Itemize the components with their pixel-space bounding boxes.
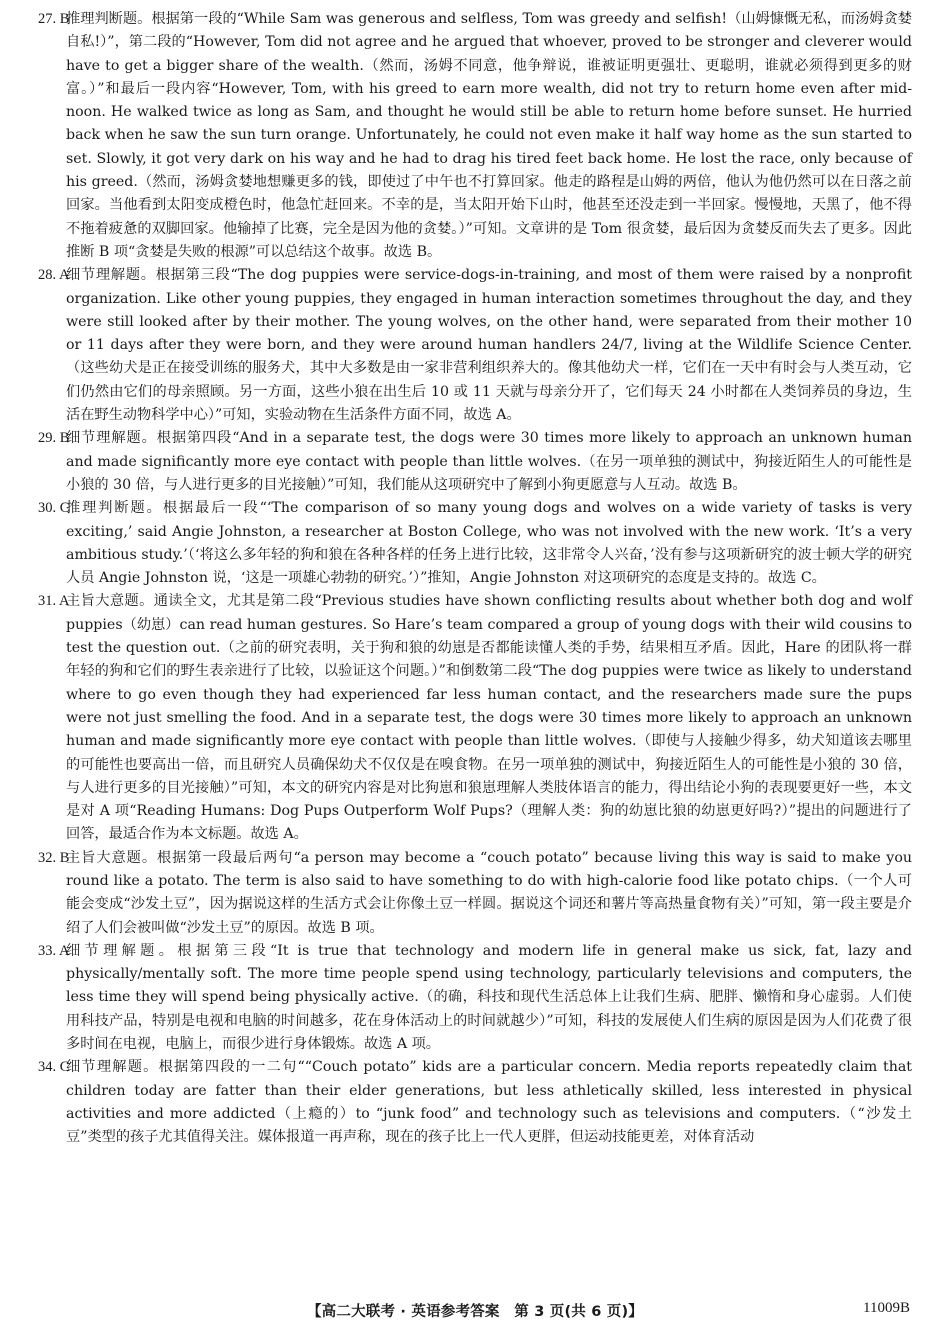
question-number: 27. B [38, 11, 70, 27]
answer-item-33 [38, 940, 912, 1056]
answer-explanation: 主旨大意题。通读全文，尤其是第二段“Previous studies have shown conflicting results about whether both dog and wolf puppies（幼崽）can read human gestures. So Hare’s team compared a group of young dogs with their wild cousins to test the question out.（之前的研究表明，关于狗和狼的幼崽是否都能读懂人类的手势，结果相互矛盾。因此，Hare 的团队将一群年轻的狗和它们的野生表亲进行了比较，以验证这个问题。）”和倒数第二段“The dog puppies were twice as likely to understand where to go even though they had experienced far less human contact, and the researchers made sure the pups were not just smelling the food. And in a separate test, the dogs were 30 times more likely to approach an unknown human and made significantly more eye contact with people than little wolves.（即使与人接触少得多，幼犬知道该去哪里的可能性也要高出一倍，而且研究人员确保幼犬不仅仅是在嗅食物。在另一项单独的测试中，狗接近陌生人的可能性是小狼的 30 倍，与人进行更多的目光接触）”可知，本文的研究内容是对比狗崽和狼崽理解人类肢体语言的能力，得出结论小狗的表现要更好一些，本文是对 A 项“Reading Humans: Dog Pups Outperform Wolf Pups?（理解人类：狗的幼崽比狼的幼崽更好吗?）”提出的问题进行了回答，最适合作为本文标题。故选 A。 [66, 593, 912, 843]
answer-explanation: 细节理解题。根据第三段“The dog puppies were service-dogs-in-training, and most of them were raised by a nonprofit organization. Like other young puppies, they engaged in human interaction sometimes throughout the day, and they were still looked after by their mother. The young wolves, on the other hand, were separated from their mother 10 or 11 days after they were born, and they were around human handlers 24/7, living at the Wildlife Science Center.（这些幼犬是正在接受训练的服务犬，其中大多数是由一家非营利组织养大的。像其他幼犬一样，它们在一天中有时会与人类互动，它们仍然由它们的母亲照顾。另一方面，这些小狼在出生后 10 或 11 天就与母亲分开了，它们每天 24 小时都在人类饲养员的身边，生活在野生动物科学中心）”可知，实验动物在生活条件方面不同，故选 A。 [66, 267, 912, 424]
answer-explanation: 主旨大意题。根据第一段最后两句“a person may become a “couch potato” because living this way is said to make you round like a potato. The term is also said to have something to do with high-calorie food like potato chips.（一个人可能会变成“沙发土豆”，因为据说这样的生活方式会让你像土豆一样圆。据说这个词还和薯片等高热量食物有关）”可知，第一段主要是介绍了人们会被叫做“沙发土豆”的原因。故选 B 项。 [66, 849, 912, 936]
answer-explanation: 推理判断题。根据最后一段“‘The comparison of so many young dogs and wolves on a wide variety of tasks is very exciting,’ said Angie Johnston, a researcher at Boston College, who was not involved with the new work. ‘It’s a very ambitious study.’（‘将这么多年轻的狗和狼在各种各样的任务上进行比较，这非常令人兴奋，’没有参与这项新研究的波士顿大学的研究人员 Angie Johnston 说，‘这是一项雄心勃勃的研究。’）”推知，Angie Johnston 对这项研究的态度是支持的。故选 C。 [66, 500, 912, 587]
question-number: 30. C [38, 500, 70, 517]
page-footer [0, 1300, 950, 1326]
footer-title: 【高二大联考 · 英语参考答案 第 3 页(共 6 页)】 [306, 1304, 644, 1320]
answer-explanation: 推理判断题。根据第一段的“While Sam was generous and selfless, Tom was greedy and selfish!（山姆慷慨无私，而汤姆贪婪自私!）”，第二段的“However, Tom did not agree and he argued that whoever, proved to be stronger and cleverer would have to get a bigger share of the wealth.（然而，汤姆不同意，他争辩说，谁被证明更强壮、更聪明，谁就必须得到更多的财富。）”和最后一段内容“However, Tom, with his greed to earn more wealth, did not try to return home even after mid-noon. He walked twice as long as Sam, and thought he would still be able to return home before sunset. He hurried back when he saw the sun turn orange. Unfortunately, he could not even make it half way home as the sun started to set. Slowly, it got very dark on his way and he had to drag his tired feet back home. He lost the race, only because of his greed.（然而，汤姆贪婪地想赚更多的钱，即使过了中午也不打算回家。他走的路程是山姆的两倍，他认为他仍然可以在日落之前回家。当他看到太阳变成橙色时，他急忙赶回来。不幸的是，当太阳开始下山时，他甚至还没走到一半回家。慢慢地，天黑了，他不得不拖着疲惫的双脚回家。他输掉了比赛，完全是因为他的贪婪。）”可知。文章讲的是 Tom 很贪婪，最后因为贪婪反而失去了更多。因此推断 B 项“贪婪是失败的根源”可以总结这个故事。故选 B。 [66, 11, 912, 260]
question-number: 34. C [38, 1059, 70, 1076]
answer-explanation: 细节理解题。根据第四段的一二句““Couch potato” kids are a particular concern. Media reports repeatedly claim that children today are fatter than their elder generations, but less athletically skilled, less interested in physical activities and more addicted（上瘾的）to “junk food” and technology such as televisions and computers.（“沙发土豆”类型的孩子尤其值得关注。媒体报道一再声称，现在的孩子比上一代人更胖，但运动技能更差，对体育活动 [66, 1059, 912, 1146]
answer-item-34 [38, 1056, 912, 1149]
answer-explanation: 细节理解题。根据第三段“It is true that technology and modern life in general make us sick, fat, lazy and physically/mentally soft. The more time people spend using technology, particularly televisions and computers, the less time they will spend being physically active.（的确，科技和现代生活总体上让我们生病、肥胖、懒惰和身心虚弱。人们使用科技产品，特别是电视和电脑的时间越多，花在身体活动上的时间就越少）”可知，科技的发展使人们生病的原因是因为人们花费了很多时间在电视，电脑上，而很少进行身体锻炼。故选 A 项。 [66, 942, 912, 1053]
question-number: 33. A [38, 942, 70, 959]
answer-item-31 [38, 590, 912, 846]
answer-item-27 [38, 8, 912, 264]
question-number: 32. B [38, 849, 70, 866]
question-number: 28. A [38, 267, 70, 284]
question-number: 31. A [38, 593, 70, 610]
answer-item-29 [38, 427, 912, 497]
footer-code: 11009B [863, 1300, 910, 1316]
question-number: 29. B [38, 430, 70, 447]
answer-item-32 [38, 847, 912, 940]
answer-item-30 [38, 497, 912, 590]
answer-explanation: 细节理解题。根据第四段“And in a separate test, the dogs were 30 times more likely to approach an unknown human and made significantly more eye contact with people than little wolves.（在另一项单独的测试中，狗接近陌生人的可能性是小狼的 30 倍，与人进行更多的目光接触）”可知，我们能从这项研究中了解到小狗更愿意与人互动。故选 B。 [66, 430, 912, 493]
answer-item-28 [38, 264, 912, 427]
answer-list [38, 8, 912, 1150]
